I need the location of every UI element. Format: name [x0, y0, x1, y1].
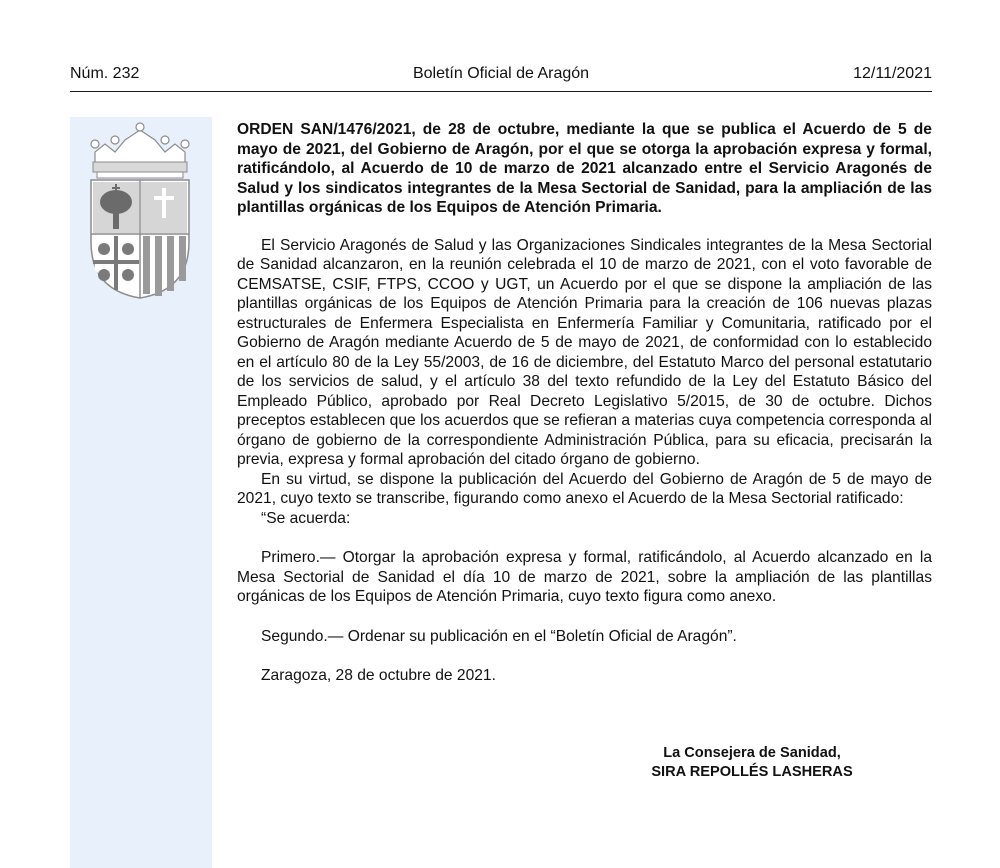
- paragraph-background: El Servicio Aragonés de Salud y las Organizaciones Sindicales integrantes de la Mesa Sectorial de Sanidad alcanzaron, en la reunión celebrada el 10 de marzo de 2021, con el voto favorable de CEMSATSE, CSIF, FTPS, CCOO y UGT, un Acuerdo por el que se dispone la ampliación de las plantillas orgánicas de los Equipos de Atención Primaria para la creación de 106 nuevas plazas estructurales de Enfermera Especialista en Enfermería Familiar y Comunitaria, ratificado por el Gobierno de Aragón mediante Acuerdo de 5 de mayo de 2021, de conformidad con lo establecido en el artículo 80 de la Ley 55/2003, de 16 de diciembre, del Estatuto Marco del personal estatutario de los servicios de salud, y el artículo 38 del texto refundido de la Ley del Estatuto Básico del Empleado Público, aprobado por Real Decreto Legislativo 5/2015, de 30 de octubre. Dichos preceptos establecen que los acuerdos que se refieran a materias cuya competencia corresponda al órgano de gobierno de la correspondiente Administración Pública, para su eficacia, precisarán la previa, expresa y formal aprobación del citado órgano de gobierno.: [237, 236, 932, 468]
- signatory-name: SIRA REPOLLÉS LASHERAS: [651, 764, 853, 780]
- paragraph-place-date: Zaragoza, 28 de octubre de 2021.: [261, 667, 496, 684]
- signatory-role: La Consejera de Sanidad,: [663, 745, 841, 761]
- bulletin-number: Núm. 232: [70, 65, 140, 82]
- paragraph-se-acuerda: “Se acuerda:: [261, 509, 351, 527]
- paragraph-segundo: Segundo.— Ordenar su publicación en el “Boletín Oficial de Aragón”.: [261, 627, 737, 645]
- signature-block: [560, 744, 944, 782]
- publication-date: 12/11/2021: [853, 65, 932, 82]
- page-header: [70, 62, 932, 86]
- paragraph-primero: Primero.— Otorgar la aprobación expresa y formal, ratificándolo, al Acuerdo alcanzado en la Mesa Sectorial de Sanidad el día 10 de marzo de 2021, sobre la ampliación de las plantillas orgánicas de los Equipos de Atención Primaria, cuyo texto figura como anexo.: [237, 549, 932, 605]
- publication-title: Boletín Oficial de Aragón: [412, 65, 590, 82]
- aragon-coat-of-arms-icon: [87, 122, 193, 300]
- paragraph-resolution: En su virtud, se dispone la publicación del Acuerdo del Gobierno de Aragón de 5 de mayo de 2021, cuyo texto se transcribe, figurando como anexo el Acuerdo de la Mesa Sectorial ratificado:: [237, 470, 932, 507]
- order-text: [237, 236, 932, 686]
- document-body: [237, 120, 932, 686]
- order-headline: ORDEN SAN/1476/2021, de 28 de octubre, mediante la que se publica el Acuerdo de 5 de mayo de 2021, del Gobierno de Aragón, por el que se otorga la aprobación expresa y formal, ratificándolo, al Acuerdo de 10 de marzo de 2021 alcanzado entre el Servicio Aragonés de Salud y los sindicatos integrantes de la Mesa Sectorial de Sanidad, para la ampliación de las plantillas orgánicas de los Equipos de Atención Primaria.: [237, 121, 932, 216]
- header-divider: [70, 91, 932, 92]
